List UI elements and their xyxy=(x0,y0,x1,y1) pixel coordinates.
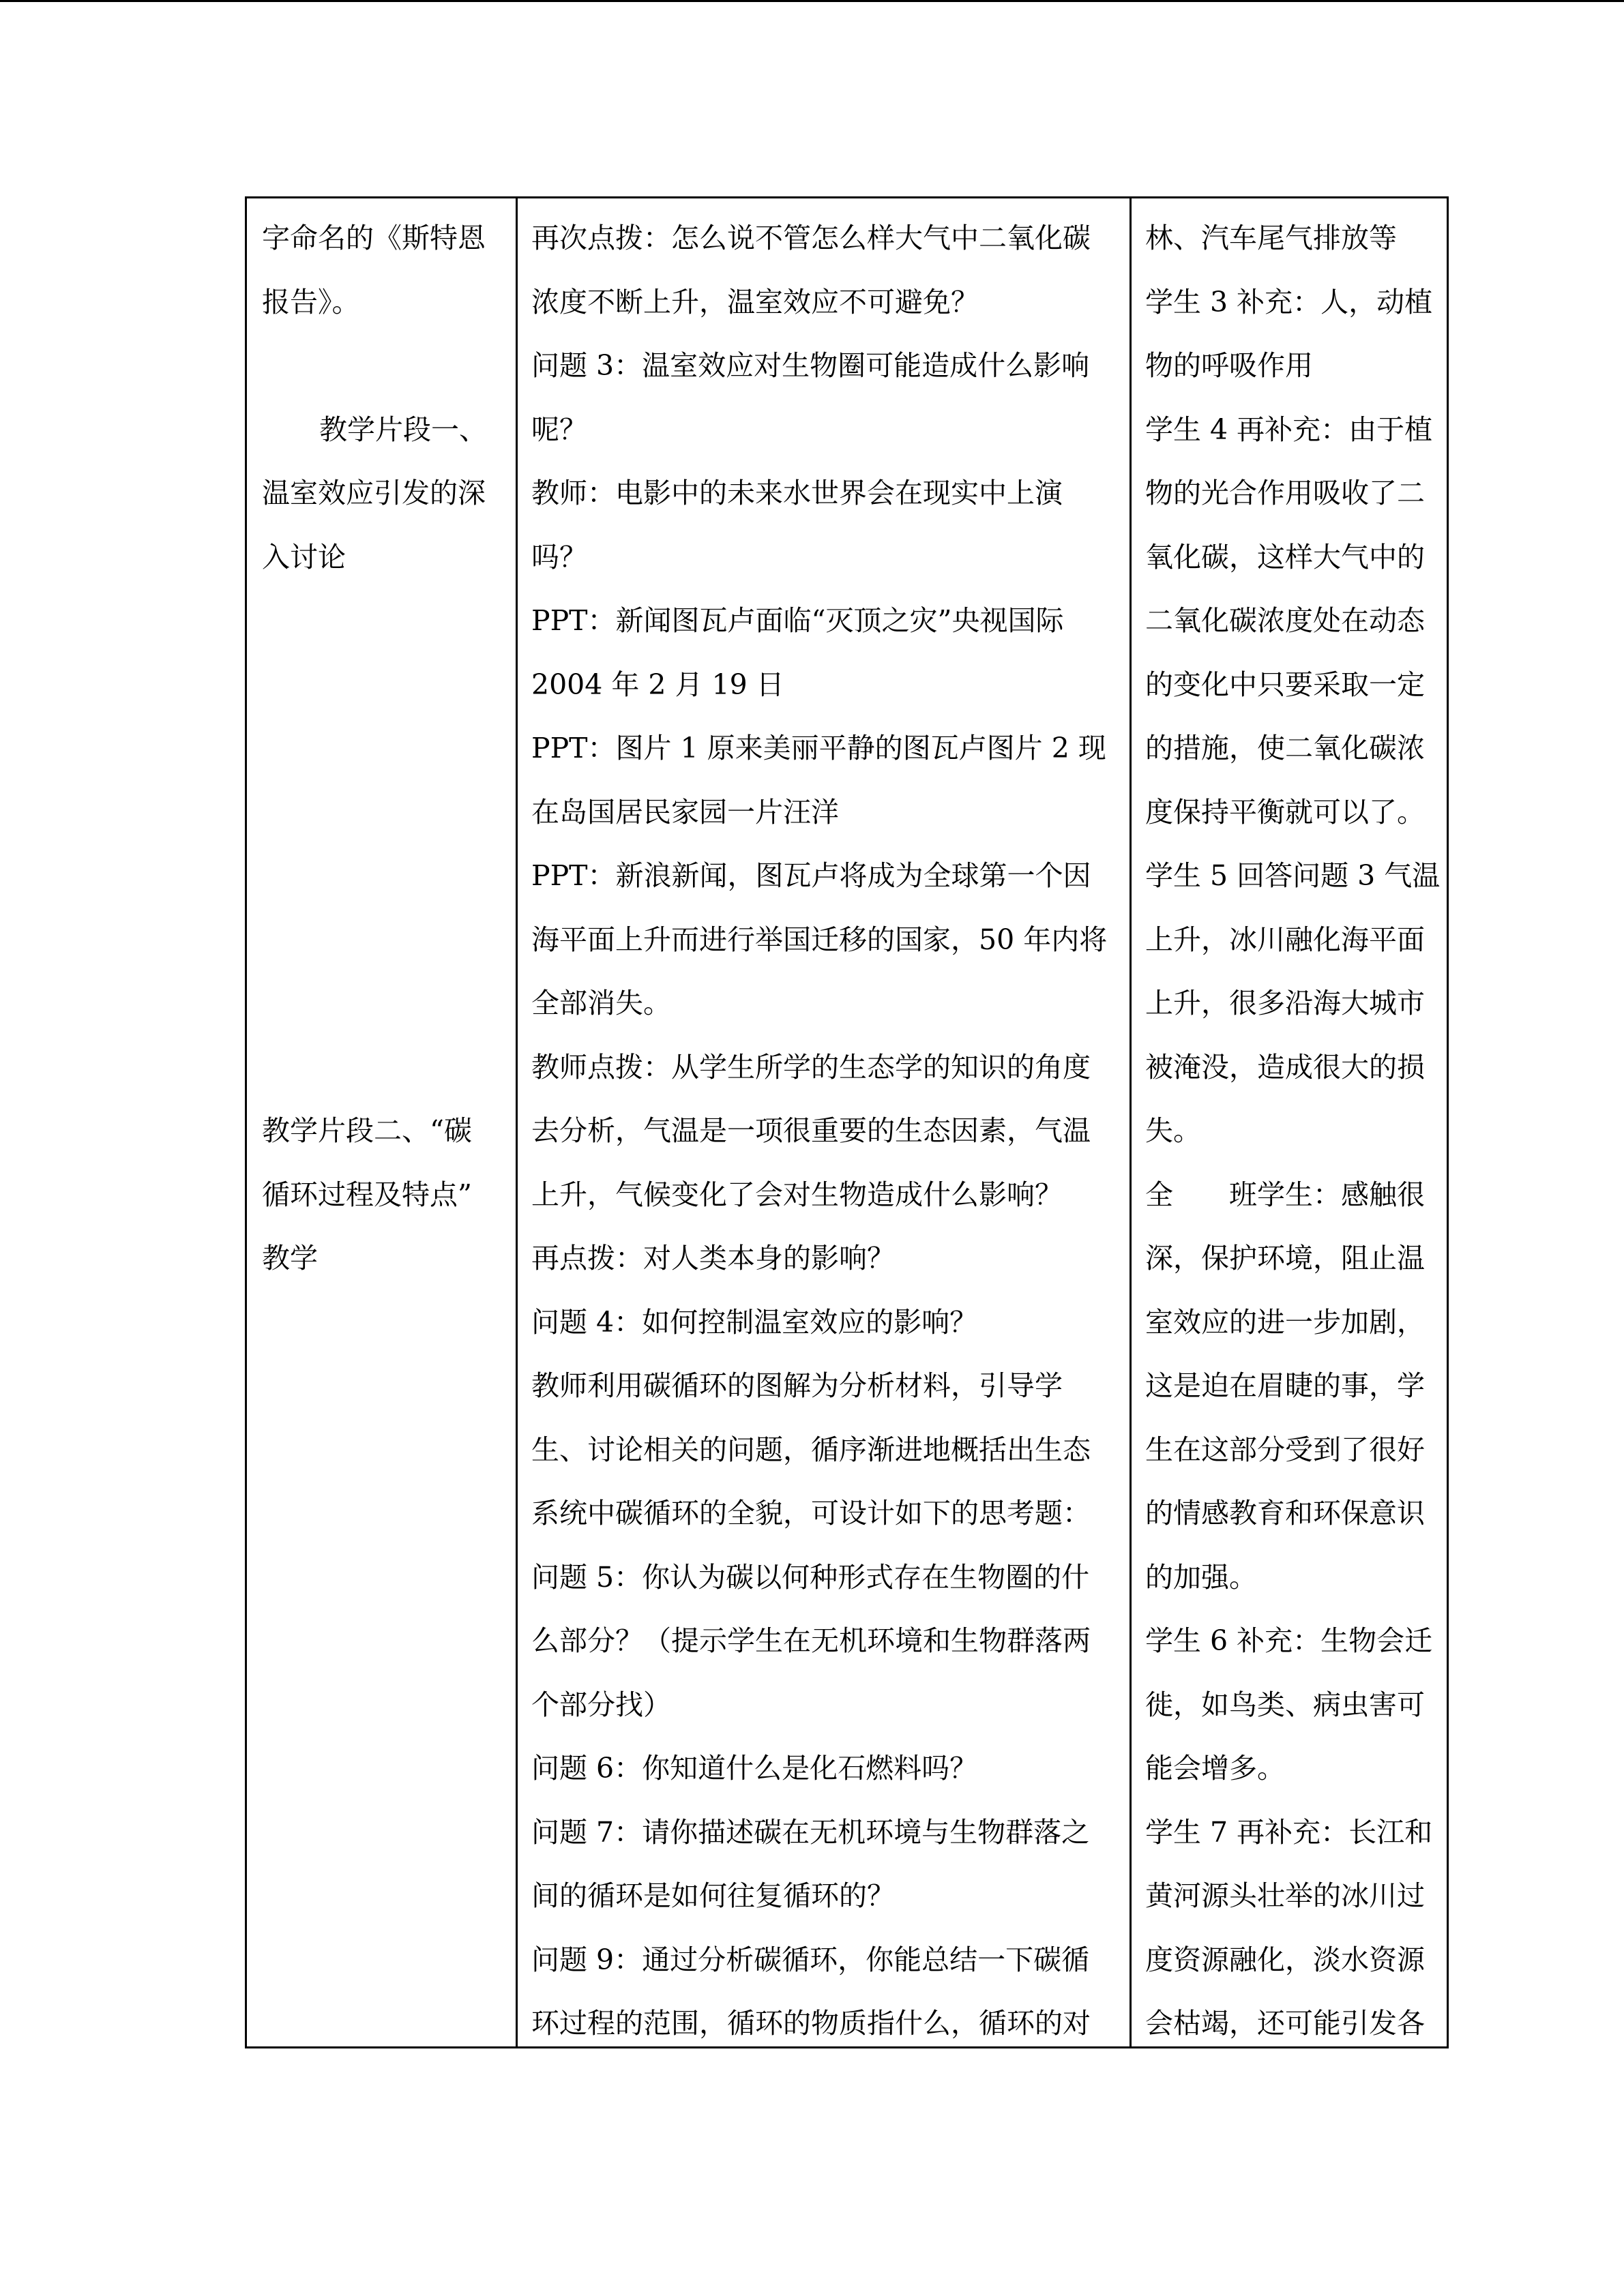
teacher-line: 再次点拨：怎么说不管怎么样大气中二氧化碳 xyxy=(531,222,1091,254)
teacher-line: 再点拨：对人类本身的影响？ xyxy=(531,1242,895,1274)
stage-line: 教学片段一、 xyxy=(319,413,487,446)
teacher-line: PPT：图片 1 原来美丽平静的图瓦卢图片 2 现 xyxy=(531,732,1106,764)
student-line: 的变化中只要采取一定 xyxy=(1145,668,1425,701)
student-line: 室效应的进一步加剧， xyxy=(1145,1305,1425,1339)
stage-line xyxy=(262,1036,509,1100)
student-line: 二氧化碳浓度处在动态 xyxy=(1145,604,1425,637)
stage-line xyxy=(262,334,509,398)
student-activity-column xyxy=(1132,198,1447,2046)
student-line: 全 班学生：感触很 xyxy=(1145,1178,1425,1211)
teacher-line: 问题 4：如何控制温室效应的影响？ xyxy=(531,1305,978,1339)
stage-line xyxy=(262,972,509,1036)
stage-line xyxy=(262,717,509,781)
teacher-line: 环过程的范围，循环的物质指什么，循环的对 xyxy=(531,2007,1091,2040)
stage-line xyxy=(262,781,509,845)
student-line: 失。 xyxy=(1145,1114,1201,1147)
teacher-line: 教师点拨：从学生所学的生态学的知识的角度 xyxy=(531,1050,1091,1084)
student-line: 物的光合作用吸收了二 xyxy=(1145,477,1425,509)
stage-line xyxy=(262,589,509,653)
student-line: 这是迫在眉睫的事，学 xyxy=(1145,1369,1425,1402)
student-line: 林、汽车尾气排放等 xyxy=(1145,222,1397,254)
teacher-line: 么部分？（提示学生在无机环境和生物群落两 xyxy=(531,1624,1091,1657)
page-top-border xyxy=(0,0,1624,2)
teacher-line: 去分析，气温是一项很重要的生态因素，气温 xyxy=(531,1114,1091,1147)
stage-line: 循环过程及特点” xyxy=(262,1178,472,1211)
teacher-line: 个部分找） xyxy=(531,1688,671,1721)
stage-line: 教学 xyxy=(262,1242,318,1274)
student-line: 氧化碳，这样大气中的 xyxy=(1145,540,1425,573)
lesson-table xyxy=(245,196,1449,2048)
student-line: 能会增多。 xyxy=(1145,1752,1285,1785)
teacher-line: PPT：新浪新闻，图瓦卢将成为全球第一个因 xyxy=(531,859,1091,892)
stage-line: 报告》。 xyxy=(262,285,360,318)
teacher-line: 生、讨论相关的问题，循序渐进地概括出生态 xyxy=(531,1433,1091,1466)
student-line: 会枯竭，还可能引发各 xyxy=(1145,2007,1425,2040)
student-line: 学生 7 再补充：长江和 xyxy=(1145,1815,1433,1849)
teacher-line: 系统中碳循环的全貌，可设计如下的思考题： xyxy=(531,1497,1091,1530)
teacher-line: 2004 年 2 月 19 日 xyxy=(531,668,784,701)
student-line: 的加强。 xyxy=(1145,1560,1257,1594)
teacher-line: 教师利用碳循环的图解为分析材料，引导学 xyxy=(531,1369,1063,1402)
teacher-line: 问题 3：温室效应对生物圈可能造成什么影响 xyxy=(531,349,1090,382)
student-line: 学生 5 回答问题 3 气温 xyxy=(1145,859,1440,892)
teacher-line: 海平面上升而进行举国迁移的国家，50 年内将 xyxy=(531,923,1108,956)
teacher-line: 间的循环是如何往复循环的？ xyxy=(531,1879,895,1912)
teacher-line: 吗？ xyxy=(531,540,587,573)
student-line: 徙，如鸟类、病虫害可 xyxy=(1145,1688,1425,1721)
student-line: 深，保护环境，阻止温 xyxy=(1145,1242,1425,1274)
student-line: 的措施，使二氧化碳浓 xyxy=(1145,732,1425,764)
teacher-line: PPT：新闻图瓦卢面临“灭顶之灾”央视国际 xyxy=(531,604,1064,637)
teacher-line: 问题 9：通过分析碳循环，你能总结一下碳循 xyxy=(531,1943,1090,1976)
student-line: 上升，很多沿海大城市 xyxy=(1145,987,1425,1019)
teacher-line: 问题 6：你知道什么是化石燃料吗？ xyxy=(531,1752,978,1785)
teacher-line: 问题 7：请你描述碳在无机环境与生物群落之 xyxy=(531,1815,1090,1849)
student-line: 被淹没，造成很大的损 xyxy=(1145,1050,1425,1084)
stage-line: 字命名的《斯特恩 xyxy=(262,222,486,254)
student-line: 上升，冰川融化海平面 xyxy=(1145,923,1425,956)
student-line: 学生 3 补充：人，动植 xyxy=(1145,285,1433,318)
student-line: 物的呼吸作用 xyxy=(1145,349,1313,382)
stage-column xyxy=(247,198,518,2046)
student-line: 度保持平衡就可以了。 xyxy=(1145,795,1425,829)
stage-line xyxy=(262,653,509,717)
teacher-line: 上升，气候变化了会对生物造成什么影响？ xyxy=(531,1178,1063,1211)
teacher-line: 全部消失。 xyxy=(531,987,671,1019)
stage-line xyxy=(262,844,509,908)
student-line: 生在这部分受到了很好 xyxy=(1145,1433,1425,1466)
student-line: 学生 6 补充：生物会迁 xyxy=(1145,1624,1433,1657)
teacher-line: 在岛国居民家园一片汪洋 xyxy=(531,795,839,829)
stage-line: 入讨论 xyxy=(262,540,346,573)
teacher-line: 问题 5：你认为碳以何种形式存在生物圈的什 xyxy=(531,1560,1090,1594)
stage-line xyxy=(262,908,509,972)
teacher-line: 浓度不断上升，温室效应不可避免？ xyxy=(531,285,979,318)
stage-line: 温室效应引发的深 xyxy=(262,477,486,509)
teacher-activity-column xyxy=(518,198,1132,2046)
student-line: 学生 4 再补充：由于植 xyxy=(1145,413,1433,446)
teacher-line: 教师：电影中的未来水世界会在现实中上演 xyxy=(531,477,1063,509)
student-line: 度资源融化，淡水资源 xyxy=(1145,1943,1425,1976)
student-line: 的情感教育和环保意识 xyxy=(1145,1497,1425,1530)
student-line: 黄河源头壮举的冰川过 xyxy=(1145,1879,1425,1912)
teacher-line: 呢？ xyxy=(531,413,587,446)
stage-line: 教学片段二、“碳 xyxy=(262,1114,472,1147)
